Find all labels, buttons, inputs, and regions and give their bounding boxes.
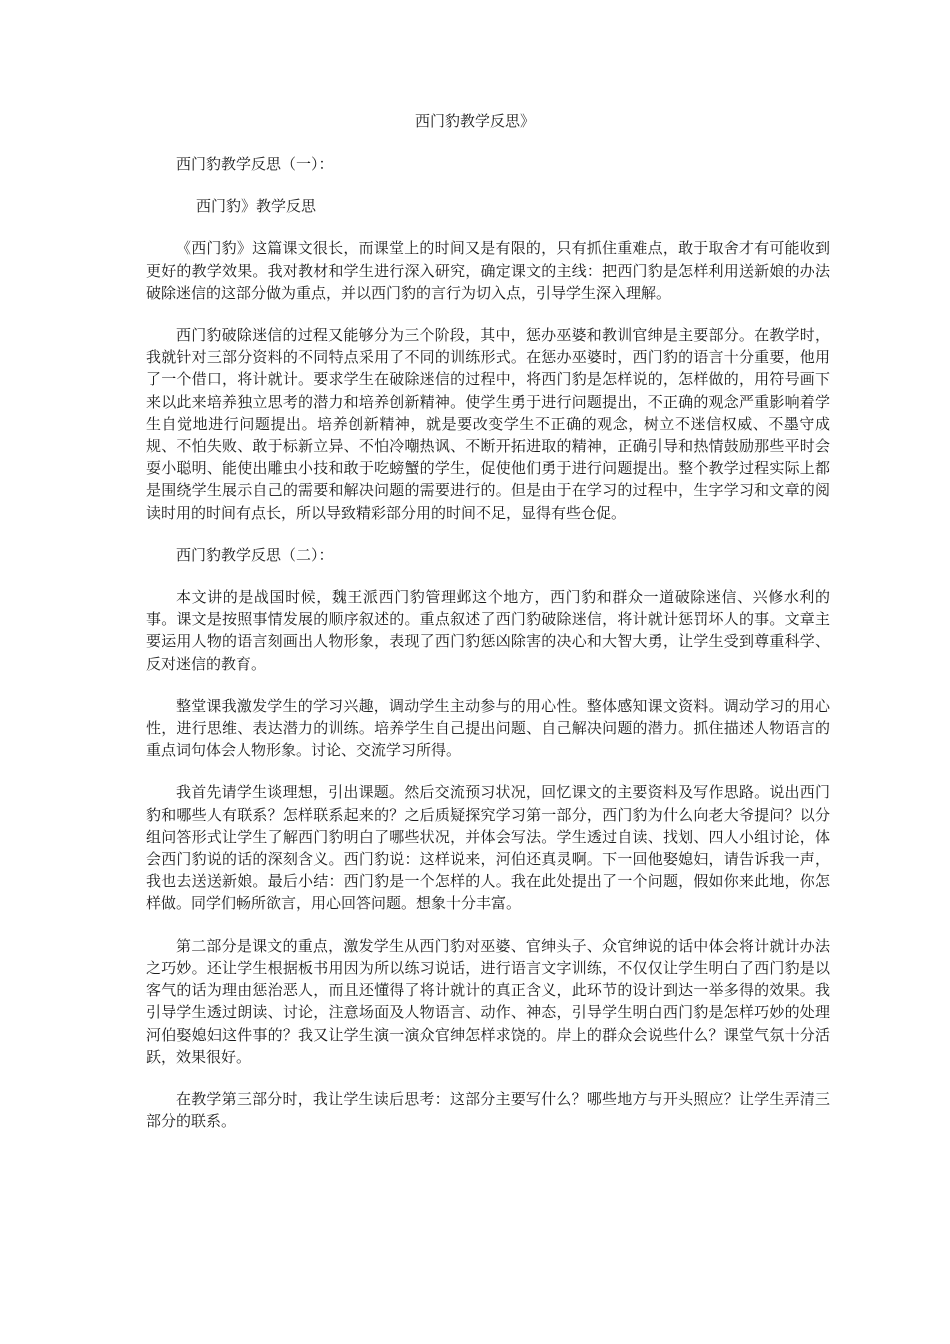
- section-subheading-1: 西门豹》教学反思: [196, 197, 317, 216]
- paragraph: 西门豹破除迷信的过程又能够分为三个阶段，其中，惩办巫婆和教训官绅是主要部分。在教学时，我就针对三部分资料的不同特点采用了不同的训练形式。在惩办巫婆时，西门豹的语言十分重要，他用了一个借口，将计就计。要求学生在破除迷信的过程中，将西门豹是怎样说的，怎样做的，用符号画下来以此来培养独立思考的潜力和培养创新精神。使学生勇于进行问题提出，不正确的观念严重影响着学生自觉地进行问题提出。培养创新精神，就是要改变学生不正确的观念，树立不迷信权威、不墨守成规、不怕失败、敢于标新立异、不怕冷嘲热讽、不断开拓进取的精神，正确引导和热情鼓励那些平时会耍小聪明、能使出雕虫小技和敢于吃螃蟹的学生，促使他们勇于进行问题提出。整个教学过程实际上都是围绕学生展示自己的需要和解决问题的需要进行的。但是由于在学习的过程中，生字学习和文章的阅读时用的时间有点长，所以导致精彩部分用的时间不足，显得有些仓促。: [146, 326, 830, 522]
- section-heading-1: 西门豹教学反思（一）：: [176, 155, 334, 173]
- document-body: [146, 153, 830, 1152]
- paragraph: 第二部分是课文的重点，激发学生从西门豹对巫婆、官绅头子、众官绅说的话中体会将计就计办法之巧妙。还让学生根据板书用因为所以练习说话，进行语言文字训练，不仅仅让学生明白了西门豹是以客气的话为理由惩治恶人，而且还懂得了将计就计的真正含义，此环节的设计到达一举多得的效果。我引导学生透过朗读、讨论，注意场面及人物语言、动作、神态，引导学生明白西门豹是怎样巧妙的处理河伯娶媳妇这件事的？我又让学生演一演众官绅怎样求饶的。岸上的群众会说些什么？课堂气氛十分活跃，效果很好。: [146, 936, 830, 1066]
- document-title: 西门豹教学反思》: [414, 112, 535, 130]
- paragraph: 整堂课我激发学生的学习兴趣，调动学生主动参与的用心性。整体感知课文资料。调动学习的用心性，进行思维、表达潜力的训练。培养学生自己提出问题、自己解决问题的潜力。抓住描述人物语言的重点词句体会人物形象。讨论、交流学习所得。: [146, 696, 830, 760]
- section-heading-2: 西门豹教学反思（二）：: [176, 545, 334, 564]
- paragraph: 在教学第三部分时，我让学生读后思考：这部分主要写什么？哪些地方与开头照应？让学生弄清三部分的联系。: [146, 1089, 830, 1131]
- paragraph: 《西门豹》这篇课文很长，而课堂上的时间又是有限的，只有抓住重难点，敢于取舍才有可能收到更好的教学效果。我对教材和学生进行深入研究，确定课文的主线：把西门豹是怎样利用送新娘的办法破除迷信的这部分做为重点，并以西门豹的言行为切入点，引导学生深入理解。: [146, 239, 830, 302]
- paragraph: 本文讲的是战国时候，魏王派西门豹管理邺这个地方，西门豹和群众一道破除迷信、兴修水利的事。课文是按照事情发展的顺序叙述的。重点叙述了西门豹破除迷信，将计就计惩罚坏人的事。文章主要运用人物的语言刻画出人物形象，表现了西门豹惩凶除害的决心和大智大勇，让学生受到尊重科学、反对迷信的教育。: [146, 588, 830, 673]
- paragraph: 我首先请学生谈理想，引出课题。然后交流预习状况，回忆课文的主要资料及写作思路。说出西门豹和哪些人有联系？怎样联系起来的？之后质疑探究学习第一部分，西门豹为什么向老大爷提问？以分组问答形式让学生了解西门豹明白了哪些状况，并体会写法。学生透过自读、找划、四人小组讨论，体会西门豹说的话的深刻含义。西门豹说：这样说来，河伯还真灵啊。下一回他娶媳妇，请告诉我一声，我也去送送新娘。最后小结：西门豹是一个怎样的人。我在此处提出了一个问题，假如你来此地，你怎样做。同学们畅所欲言，用心回答问题。想象十分丰富。: [146, 783, 830, 913]
